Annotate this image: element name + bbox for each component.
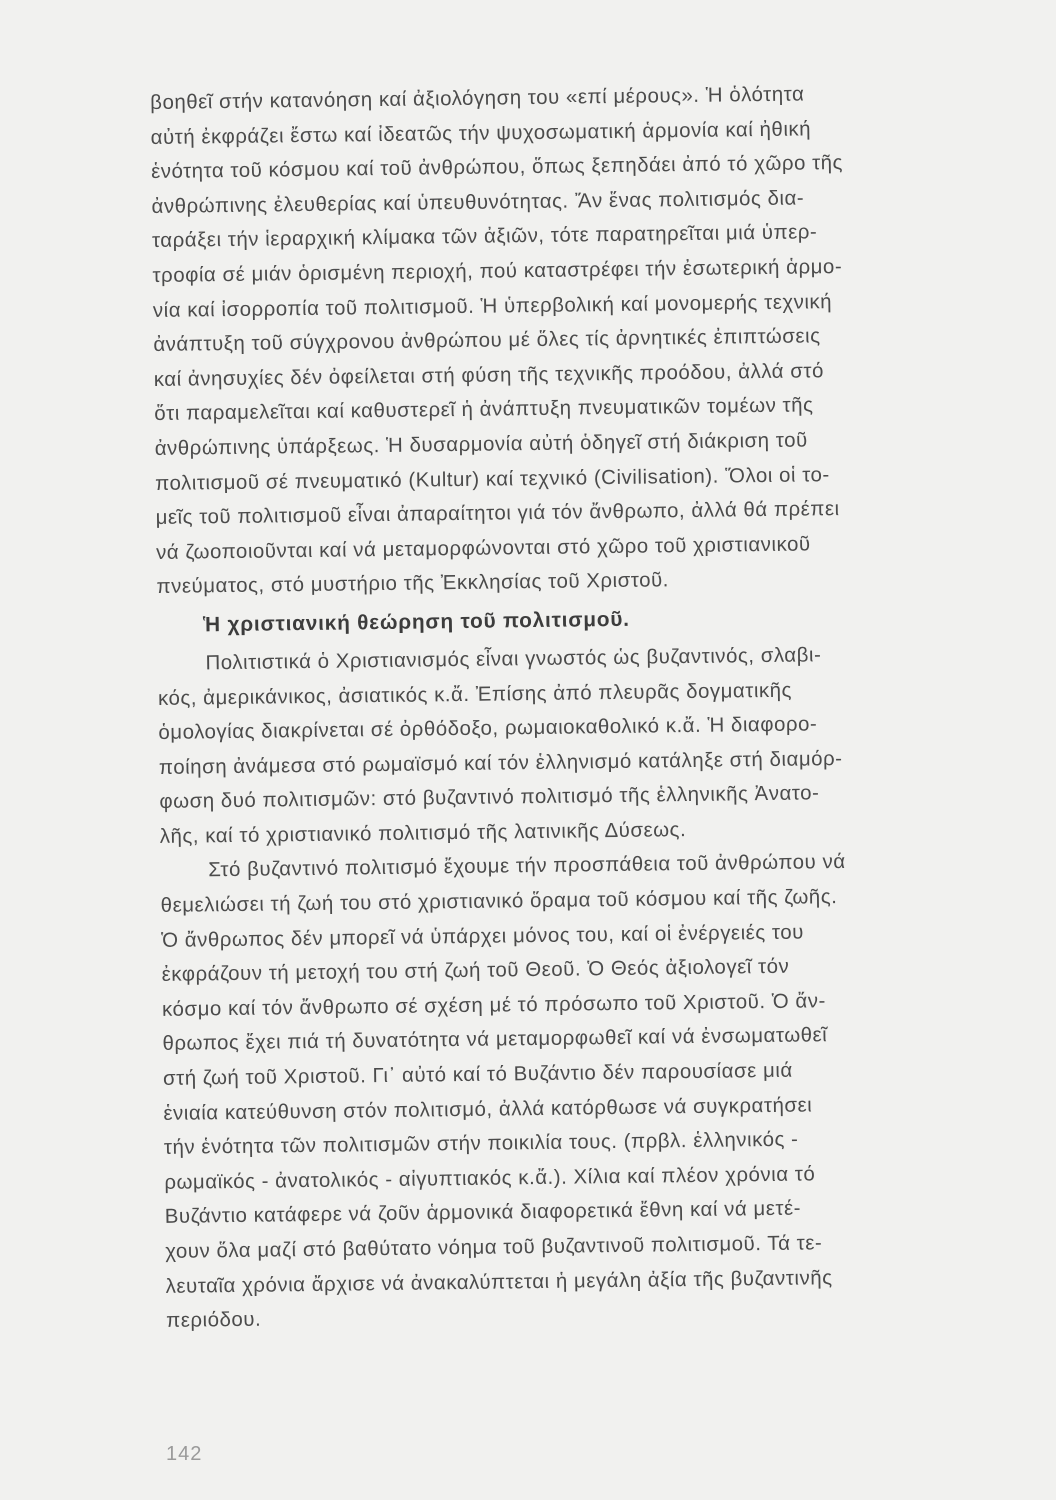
text-line: ἑνιαία κατεύθυνση στόν πολιτισμό, ἀλλά κατόρθωσε νά συγκρατήσει [163,1094,813,1125]
text-line: λευταῖα χρόνια ἄρχισε νά ἀνακαλύπτεται ἡ μεγάλη ἀξία τῆς βυζαντινῆς [165,1266,833,1298]
text-line: λῆς, καί τό χριστιανικό πολιτισμό τῆς λατινικῆς Δύσεως. [159,818,687,848]
text-line: μεῖς τοῦ πολιτισμοῦ εἶναι ἀπαραίτητοι γιά τόν ἄνθρωπο, ἀλλά θά πρέπει [155,498,840,530]
page-body [150,75,1028,1339]
text-line: ποίηση ἀνάμεσα στό ρωμαϊσμό καί τόν ἑλληνισμό κατάληξε στή διαμόρ- [158,747,843,779]
text-line: Στό βυζαντινό πολιτισμό ἔχουμε τήν προσπάθεια τοῦ ἀνθρώπου νά [208,851,846,882]
text-line: ἀνάπτυξη τοῦ σύγχρονου ἀνθρώπου μέ ὅλες τίς ἀρνητικές ἐπιπτώσεις [153,325,821,357]
text-line: βοηθεῖ στήν κατανόηση καί ἀξιολόγηση του «επί μέρους». Ἡ ὁλότητα [150,83,805,114]
text-line: πνεύματος, στό μυστήριο τῆς Ἐκκλησίας τοῦ Χριστοῦ. [156,569,670,599]
text-line: κός, ἀμερικάνικος, ἀσιατικός κ.ἄ. Ἐπίσης ἀπό πλευρᾶς δογματικῆς [157,679,793,710]
text-line: φωση δυό πολιτισμῶν: στό βυζαντινό πολιτισμό τῆς ἑλληνικῆς Ἀνατο- [159,782,820,814]
text-line: ἑνότητα τοῦ κόσμου καί τοῦ ἀνθρώπου, ὅπως ξεπηδάει ἀπό τό χῶρο τῆς [150,152,844,184]
text-line: ταράξει τήν ἱεραρχική κλίμακα τῶν ἀξιῶν, τότε παρατηρεῖται μιά ὑπερ- [151,221,818,253]
page-number: 142 [166,1443,203,1465]
paragraph-2 [157,636,1022,855]
section-heading: Ἡ χριστιανική θεώρηση τοῦ πολιτισμοῦ. [202,607,630,637]
text-line: κόσμο καί τόν ἄνθρωπο σέ σχέση μέ τό πρόσωπο τοῦ Χριστοῦ. Ὁ ἄν- [161,990,826,1021]
paragraph-3 [160,843,1028,1339]
text-line: ὁμολογίας διακρίνεται σέ ὀρθόδοξο, ρωμαιοκαθολικό κ.ἄ. Ἡ διαφορο- [158,713,818,745]
text-line: στή ζωή τοῦ Χριστοῦ. Γι᾽ αὐτό καί τό Βυζάντιο δέν παρουσίασε μιά [162,1059,793,1090]
text-line: νία καί ἰσορροπία τοῦ πολιτισμοῦ. Ἡ ὑπερβολική καί μονομερής τεχνική [152,290,833,322]
text-line: θρωπος ἔχει πιά τή δυνατότητα νά μεταμορφωθεῖ καί νά ἐνσωματωθεῖ [162,1024,828,1056]
text-line: θεμελιώσει τή ζωή του στό χριστιανικό ὅραμα τοῦ κόσμου καί τῆς ζωῆς. [160,886,838,917]
text-line: αὐτή ἐκφράζει ἔστω καί ἰδεατῶς τήν ψυχοσωματική ἁρμονία καί ἠθική [150,117,812,149]
text-line: ἀνθρώπινης ἐλευθερίας καί ὑπευθυνότητας. Ἄν ἕνας πολιτισμός δια- [151,187,805,218]
text-line: Ὁ ἄνθρωπος δέν μπορεῖ νά ὑπάρχει μόνος του, καί οἱ ἐνέργειές του [161,921,804,952]
text-line: τροφία σέ μιάν ὁρισμένη περιοχή, πού καταστρέφει τήν ἐσωτερική ἁρμο- [152,255,843,287]
text-line: ὅτι παραμελεῖται καί καθυστερεῖ ἡ ἀνάπτυξη πνευματικῶν τομέων τῆς [154,394,814,426]
text-line: καί ἀνησυχίες δέν ὀφείλεται στή φύση τῆς τεχνικῆς προόδου, ἀλλά στό [153,359,825,391]
text-line: Βυζάντιο κατάφερε νά ζοῦν ἁρμονικά διαφορετικά ἔθνη καί νά μετέ- [164,1197,802,1229]
text-line: πολιτισμοῦ σέ πνευματικό (Kultur) καί τεχνικό (Civilisation). Ὅλοι οἱ το- [155,463,830,495]
text-line: χουν ὅλα μαζί στό βαθύτατο νόημα τοῦ βυζαντινοῦ πολιτισμοῦ. Τά τε- [165,1232,823,1263]
text-line: ἀνθρώπινης ὑπάρξεως. Ἡ δυσαρμονία αὐτή ὁδηγεῖ στή διάκριση τοῦ [154,429,808,460]
text-line: ἐκφράζουν τή μετοχή του στή ζωή τοῦ Θεοῦ. Ὁ Θεός ἀξιολογεῖ τόν [161,955,790,987]
paragraph-1 [150,75,1019,605]
text-line: ρωμαϊκός - ἀνατολικός - αἰγυπτιακός κ.ἄ.). Χίλια καί πλέον χρόνια τό [164,1163,816,1194]
text-line: νά ζωοποιοῦνται καί νά μεταμορφώνονται στό χῶρο τοῦ χριστιανικοῦ [155,533,811,564]
text-line: Πολιτιστικά ὁ Χριστιανισμός εἶναι γνωστός ὡς βυζαντινός, σλαβι- [205,644,822,675]
text-line: περιόδου. [166,1308,262,1333]
text-line: τήν ἑνότητα τῶν πολιτισμῶν στήν ποικιλία τους. (πρβλ. ἑλληνικός - [163,1128,799,1160]
